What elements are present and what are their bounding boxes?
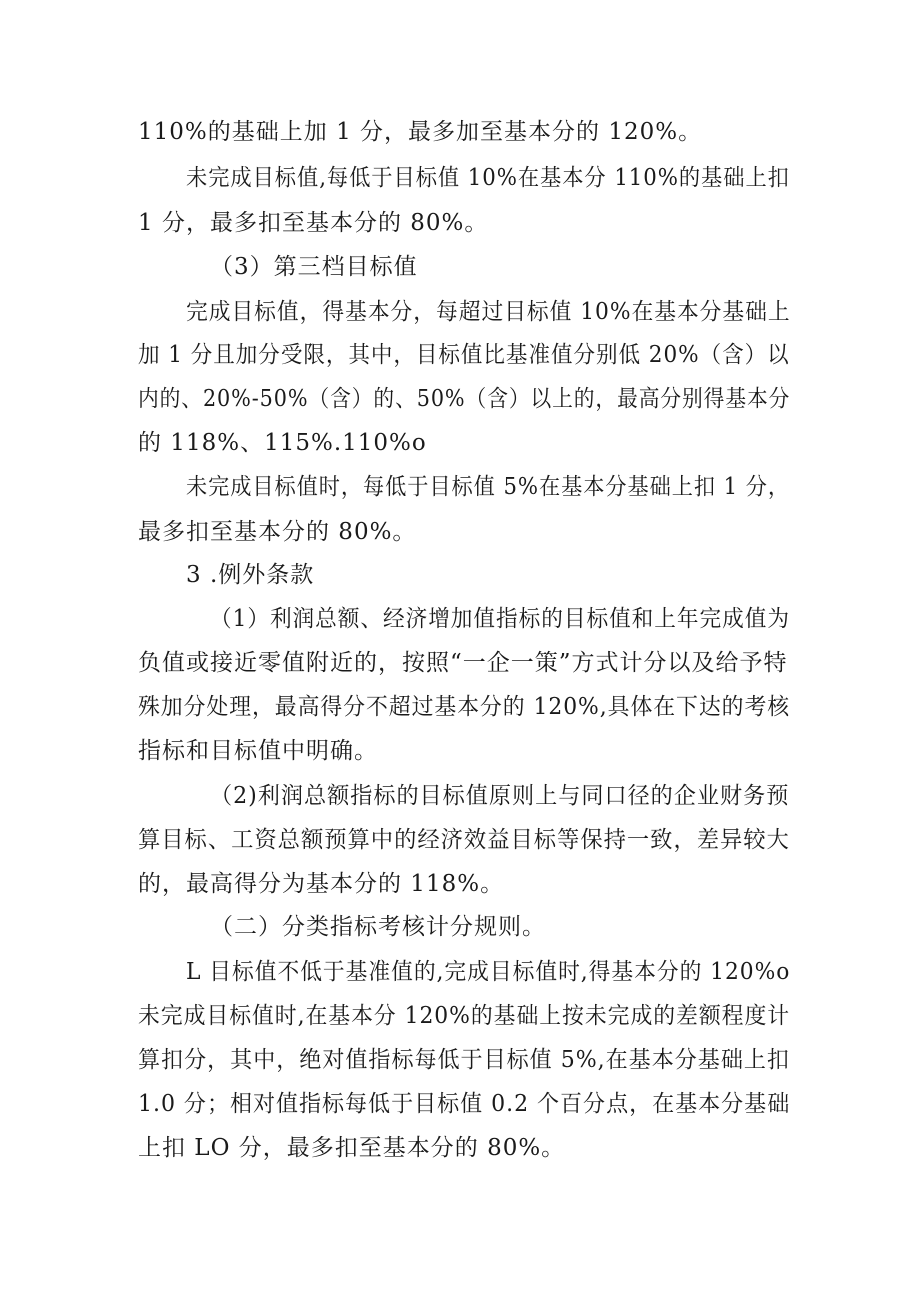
text-line: 负值或接近零值附近的，按照“一企一策”方式计分以及给予特 bbox=[138, 650, 788, 676]
text-line: 的 118%、115%.110%o bbox=[138, 430, 427, 456]
text-line: 算扣分，其中，绝对值指标每低于目标值 5%,在基本分基础上扣 bbox=[138, 1047, 790, 1073]
text-line: 未完成目标值时,在基本分 120%的基础上按未完成的差额程度计 bbox=[138, 1003, 791, 1029]
section-heading: 3 .例外条款 bbox=[186, 562, 315, 588]
text-line: 的，最高得分为基本分的 118%。 bbox=[138, 871, 505, 897]
text-line: 殊加分处理，最高得分不超过基本分的 120%,具体在下达的考核 bbox=[138, 694, 791, 720]
text-line: 未完成目标值时，每低于目标值 5%在基本分基础上扣 1 分， bbox=[186, 474, 790, 500]
text-line: 110%的基础上加 1 分，最多加至基本分的 120%。 bbox=[138, 119, 703, 145]
text-line: 加 1 分且加分受限，其中，目标值比基准值分别低 20%（含）以 bbox=[138, 342, 790, 368]
text-line: 最多扣至基本分的 80%。 bbox=[138, 519, 417, 545]
section-heading: （二）分类指标考核计分规则。 bbox=[210, 914, 546, 940]
section-heading: （3）第三档目标值 bbox=[210, 254, 418, 280]
text-line: 上扣 LO 分，最多扣至基本分的 80%。 bbox=[138, 1135, 566, 1161]
text-line: 内的、20%-50%（含）的、50%（含）以上的，最高分别得基本分 bbox=[138, 386, 791, 412]
text-line: 1.0 分；相对值指标每低于目标值 0.2 个百分点，在基本分基础 bbox=[138, 1091, 791, 1117]
text-line: 1 分，最多扣至基本分的 80%。 bbox=[138, 210, 489, 236]
text-line: （2)利润总额指标的目标值原则上与同口径的企业财务预 bbox=[210, 783, 790, 809]
text-line: 算目标、工资总额预算中的经济效益目标等保持一致，差异较大 bbox=[138, 827, 790, 853]
text-line: （1）利润总额、经济增加值指标的目标值和上年完成值为 bbox=[210, 606, 790, 632]
text-line: 完成目标值，得基本分，每超过目标值 10%在基本分基础上 bbox=[186, 299, 791, 325]
text-line: L 目标值不低于基准值的,完成目标值时,得基本分的 120%o bbox=[186, 959, 791, 985]
text-line: 指标和目标值中明确。 bbox=[138, 738, 378, 764]
text-line: 未完成目标值,每低于目标值 10%在基本分 110%的基础上扣 bbox=[186, 165, 790, 191]
